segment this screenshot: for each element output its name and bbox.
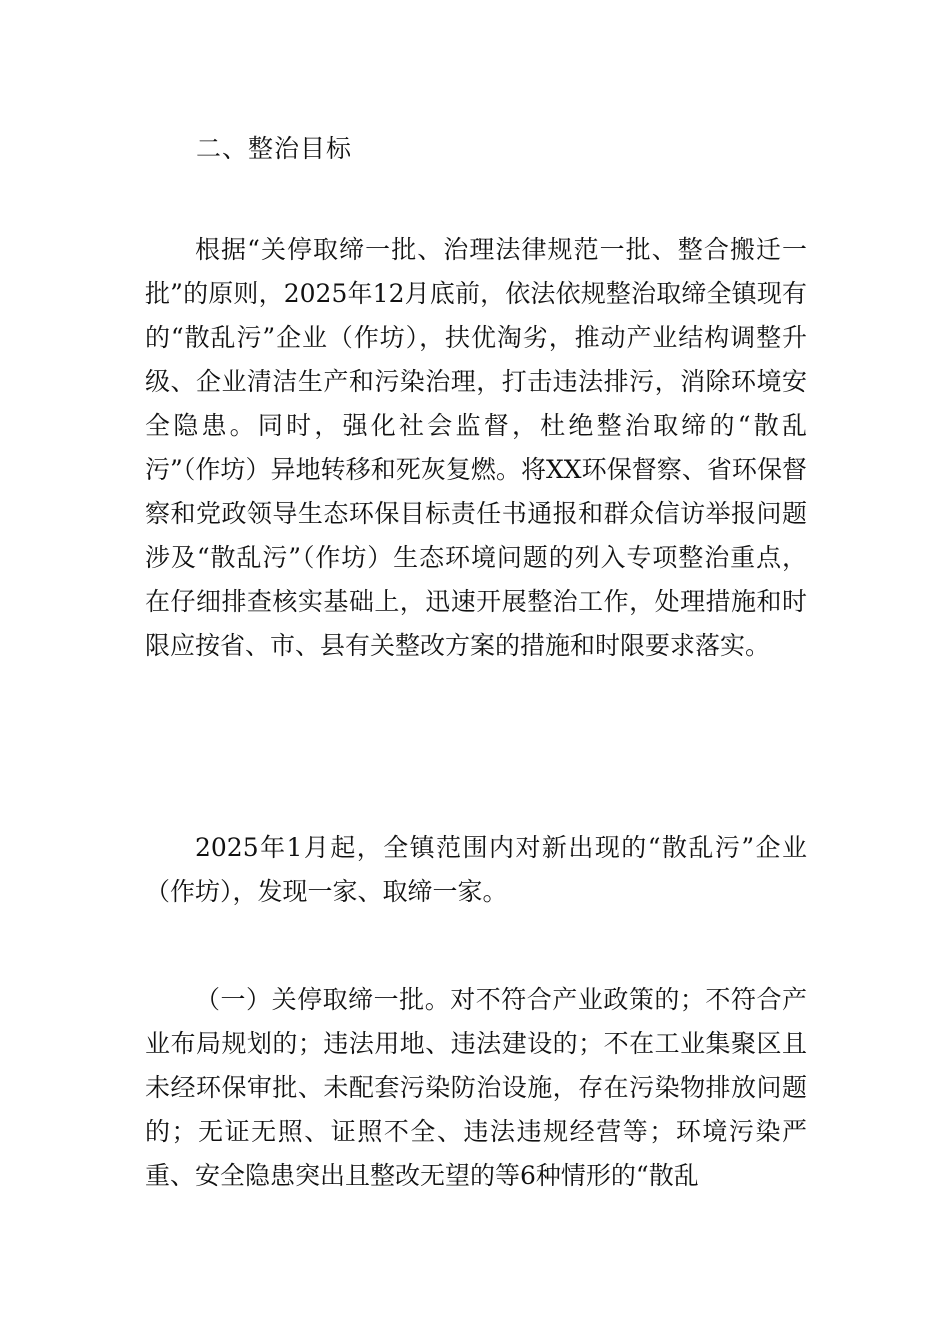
paragraph-shutdown-batch: （一）关停取缔一批。对不符合产业政策的；不符合产业布局规划的；违法用地、违法建设的；不在工业集聚区且未经环保审批、未配套污染防治设施，存在污染物排放问题的；无证无照、证照不全、违法违规经营等；环境污染严重、安全隐患突出且整改无望的等6种情形的“散乱 xyxy=(145,985,807,1190)
section-heading: 二、整治目标 xyxy=(196,134,353,163)
paragraph-goals: 根据“关停取缔一批、治理法律规范一批、整合搬迁一批”的原则，2025年12月底前，依法依规整治取缔全镇现有的“散乱污”企业（作坊），扶优淘劣，推动产业结构调整升级、企业清洁生产和污染治理，打击违法排污，消除环境安全隐患。同时，强化社会监督，杜绝整治取缔的“散乱污”（作坊）异地转移和死灰复燃。将XX环保督察、省环保督察和党政领导生态环保目标责任书通报和群众信访举报问题涉及“散乱污”（作坊）生态环境问题的列入专项整治重点，在仔细排查核实基础上，迅速开展整治工作，处理措施和时限应按省、市、县有关整改方案的措施和时限要求落实。 xyxy=(145,235,807,660)
paragraph-new-enterprises: 2025年1月起，全镇范围内对新出现的“散乱污”企业（作坊），发现一家、取缔一家。 xyxy=(145,833,807,906)
